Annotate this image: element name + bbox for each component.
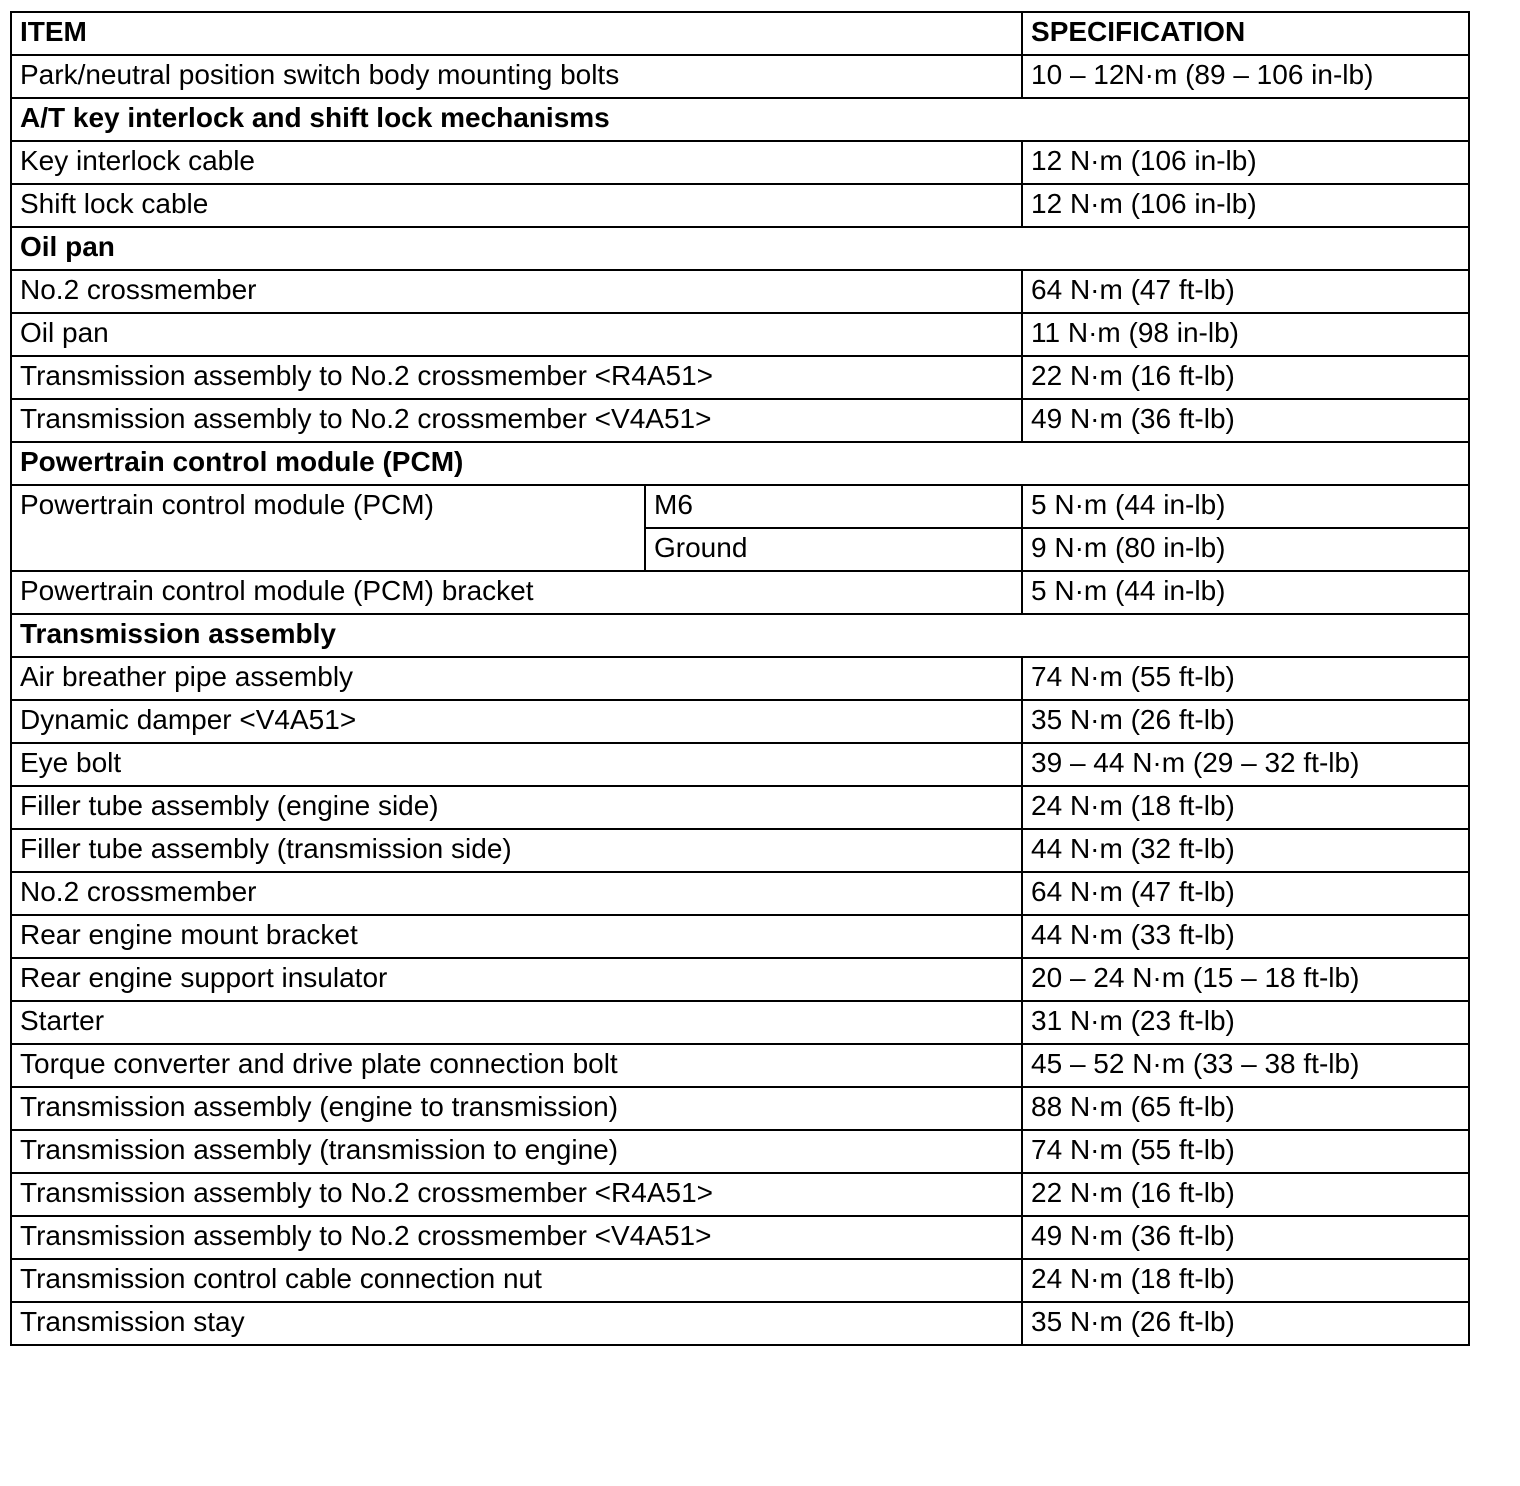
table-row bbox=[11, 700, 1469, 743]
item-cell: Transmission assembly to No.2 crossmember <R4A51> bbox=[11, 1173, 1022, 1216]
item-cell: Transmission assembly to No.2 crossmember <V4A51> bbox=[11, 1216, 1022, 1259]
item-cell: Powertrain control module (PCM) bbox=[11, 485, 645, 571]
table-body bbox=[11, 55, 1469, 1345]
table-row bbox=[11, 1044, 1469, 1087]
spec-cell: 64 N·m (47 ft-lb) bbox=[1022, 270, 1469, 313]
item-cell: Oil pan bbox=[11, 313, 1022, 356]
sub-item-cell: M6 bbox=[645, 485, 1022, 528]
item-cell: Transmission control cable connection nut bbox=[11, 1259, 1022, 1302]
spec-cell: 12 N·m (106 in-lb) bbox=[1022, 184, 1469, 227]
table-row bbox=[11, 571, 1469, 614]
table-row bbox=[11, 184, 1469, 227]
spec-cell: 64 N·m (47 ft-lb) bbox=[1022, 872, 1469, 915]
table-row bbox=[11, 786, 1469, 829]
spec-cell: 22 N·m (16 ft-lb) bbox=[1022, 356, 1469, 399]
spec-cell: 39 – 44 N·m (29 – 32 ft-lb) bbox=[1022, 743, 1469, 786]
spec-cell: 74 N·m (55 ft-lb) bbox=[1022, 657, 1469, 700]
section-title: Oil pan bbox=[11, 227, 1469, 270]
item-cell: Filler tube assembly (transmission side) bbox=[11, 829, 1022, 872]
spec-cell: 44 N·m (33 ft-lb) bbox=[1022, 915, 1469, 958]
table-row bbox=[11, 1087, 1469, 1130]
spec-cell: 44 N·m (32 ft-lb) bbox=[1022, 829, 1469, 872]
spec-cell: 22 N·m (16 ft-lb) bbox=[1022, 1173, 1469, 1216]
item-cell: Torque converter and drive plate connection bolt bbox=[11, 1044, 1022, 1087]
table-row bbox=[11, 313, 1469, 356]
item-cell: No.2 crossmember bbox=[11, 872, 1022, 915]
spec-cell: 45 – 52 N·m (33 – 38 ft-lb) bbox=[1022, 1044, 1469, 1087]
item-cell: Filler tube assembly (engine side) bbox=[11, 786, 1022, 829]
section-row bbox=[11, 614, 1469, 657]
item-cell: Powertrain control module (PCM) bracket bbox=[11, 571, 1022, 614]
item-cell: Eye bolt bbox=[11, 743, 1022, 786]
spec-cell: 11 N·m (98 in-lb) bbox=[1022, 313, 1469, 356]
table-row bbox=[11, 485, 1469, 528]
spec-cell: 49 N·m (36 ft-lb) bbox=[1022, 1216, 1469, 1259]
spec-cell: 20 – 24 N·m (15 – 18 ft-lb) bbox=[1022, 958, 1469, 1001]
table-row bbox=[11, 1173, 1469, 1216]
section-title: Powertrain control module (PCM) bbox=[11, 442, 1469, 485]
table-row bbox=[11, 1216, 1469, 1259]
table-row bbox=[11, 743, 1469, 786]
table-header-row bbox=[11, 12, 1469, 55]
spec-cell: 31 N·m (23 ft-lb) bbox=[1022, 1001, 1469, 1044]
header-specification: SPECIFICATION bbox=[1022, 12, 1469, 55]
item-cell: Transmission assembly to No.2 crossmember <R4A51> bbox=[11, 356, 1022, 399]
spec-cell: 5 N·m (44 in-lb) bbox=[1022, 485, 1469, 528]
item-cell: Rear engine mount bracket bbox=[11, 915, 1022, 958]
section-row bbox=[11, 442, 1469, 485]
table-row bbox=[11, 829, 1469, 872]
table-row bbox=[11, 657, 1469, 700]
spec-cell: 12 N·m (106 in-lb) bbox=[1022, 141, 1469, 184]
spec-cell: 35 N·m (26 ft-lb) bbox=[1022, 700, 1469, 743]
table-row bbox=[11, 55, 1469, 98]
table-row bbox=[11, 1259, 1469, 1302]
table-row bbox=[11, 872, 1469, 915]
table-row bbox=[11, 356, 1469, 399]
table-row bbox=[11, 1130, 1469, 1173]
table-row bbox=[11, 915, 1469, 958]
table-row bbox=[11, 141, 1469, 184]
section-title: Transmission assembly bbox=[11, 614, 1469, 657]
item-cell: Dynamic damper <V4A51> bbox=[11, 700, 1022, 743]
table-row bbox=[11, 1001, 1469, 1044]
section-row bbox=[11, 227, 1469, 270]
spec-cell: 74 N·m (55 ft-lb) bbox=[1022, 1130, 1469, 1173]
item-cell: Transmission assembly to No.2 crossmember <V4A51> bbox=[11, 399, 1022, 442]
item-cell: Transmission assembly (transmission to engine) bbox=[11, 1130, 1022, 1173]
spec-cell: 88 N·m (65 ft-lb) bbox=[1022, 1087, 1469, 1130]
spec-cell: 49 N·m (36 ft-lb) bbox=[1022, 399, 1469, 442]
table-row bbox=[11, 1302, 1469, 1345]
torque-spec-table bbox=[10, 11, 1470, 1346]
item-cell: Rear engine support insulator bbox=[11, 958, 1022, 1001]
section-title: A/T key interlock and shift lock mechanisms bbox=[11, 98, 1469, 141]
item-cell: Starter bbox=[11, 1001, 1022, 1044]
table-row bbox=[11, 399, 1469, 442]
spec-cell: 24 N·m (18 ft-lb) bbox=[1022, 1259, 1469, 1302]
spec-cell: 5 N·m (44 in-lb) bbox=[1022, 571, 1469, 614]
header-item: ITEM bbox=[11, 12, 1022, 55]
item-cell: Air breather pipe assembly bbox=[11, 657, 1022, 700]
spec-cell: 35 N·m (26 ft-lb) bbox=[1022, 1302, 1469, 1345]
item-cell: No.2 crossmember bbox=[11, 270, 1022, 313]
item-cell: Shift lock cable bbox=[11, 184, 1022, 227]
section-row bbox=[11, 98, 1469, 141]
sub-item-cell: Ground bbox=[645, 528, 1022, 571]
item-cell: Transmission assembly (engine to transmission) bbox=[11, 1087, 1022, 1130]
table-row bbox=[11, 270, 1469, 313]
table-row bbox=[11, 958, 1469, 1001]
spec-cell: 9 N·m (80 in-lb) bbox=[1022, 528, 1469, 571]
item-cell: Park/neutral position switch body mounting bolts bbox=[11, 55, 1022, 98]
spec-cell: 24 N·m (18 ft-lb) bbox=[1022, 786, 1469, 829]
item-cell: Transmission stay bbox=[11, 1302, 1022, 1345]
item-cell: Key interlock cable bbox=[11, 141, 1022, 184]
spec-cell: 10 – 12N·m (89 – 106 in-lb) bbox=[1022, 55, 1469, 98]
